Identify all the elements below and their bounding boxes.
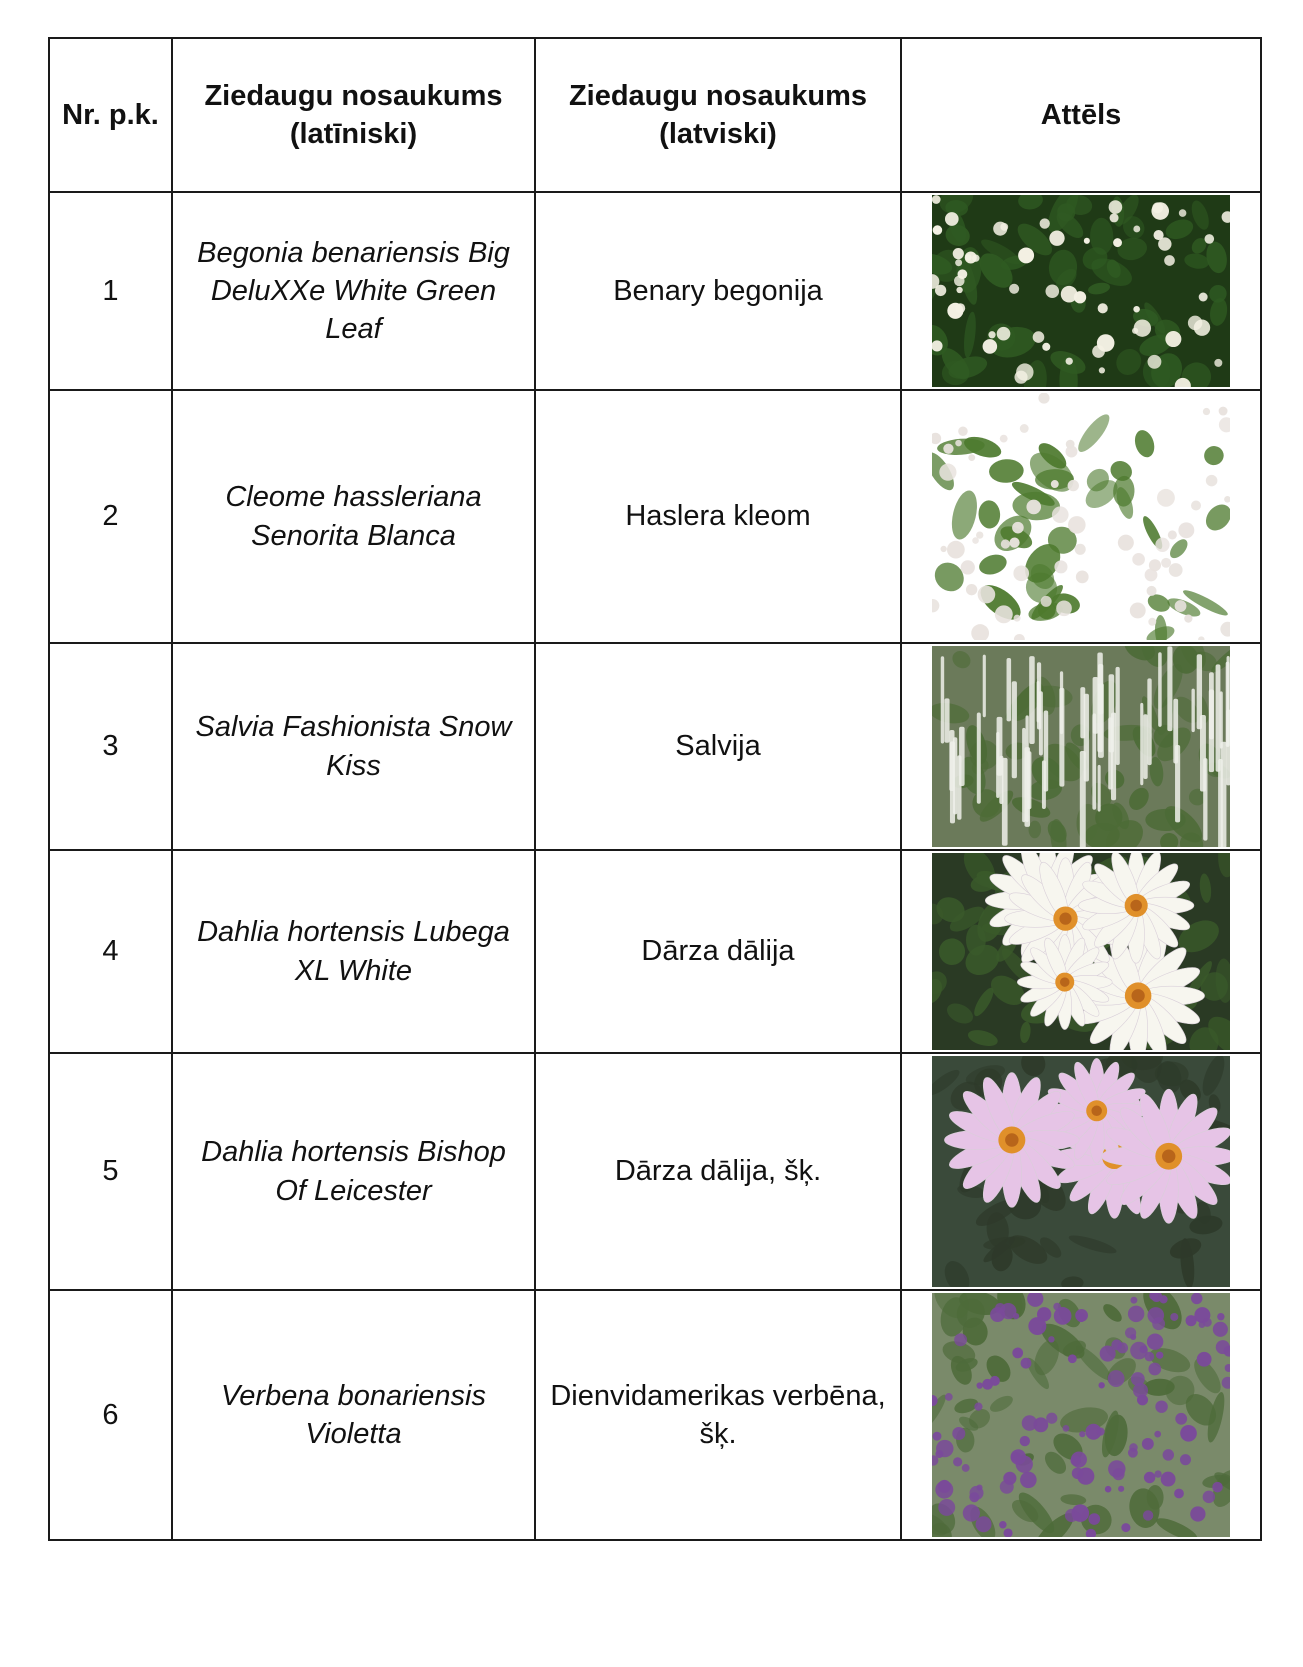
header-num: Nr. p.k.: [49, 38, 172, 192]
header-image: Attēls: [901, 38, 1261, 192]
latvian-name: Haslera kleom: [535, 390, 901, 643]
plant-photo: [932, 1056, 1230, 1287]
row-number: 6: [49, 1290, 172, 1540]
row-number: 4: [49, 850, 172, 1053]
plant-photo: [932, 393, 1230, 640]
latin-name: Dahlia hortensis Lubega XL White: [172, 850, 535, 1053]
header-latin-name: Ziedaugu nosaukums (latīniski): [172, 38, 535, 192]
table-row: [49, 850, 1261, 1053]
latin-name: Dahlia hortensis Bishop Of Leicester: [172, 1053, 535, 1290]
header-latvian-name: Ziedaugu nosaukums (latviski): [535, 38, 901, 192]
plant-image-cell: [901, 390, 1261, 643]
latin-name: Verbena bonariensis Violetta: [172, 1290, 535, 1540]
latvian-name: Benary begonija: [535, 192, 901, 390]
latvian-name: Dārza dālija: [535, 850, 901, 1053]
table-header-row: [49, 38, 1261, 192]
plant-photo: [932, 646, 1230, 847]
plant-image-cell: [901, 643, 1261, 850]
latin-name: Begonia benariensis Big DeluXXe White Green Leaf: [172, 192, 535, 390]
row-number: 5: [49, 1053, 172, 1290]
latvian-name: Dienvidamerikas verbēna, šķ.: [535, 1290, 901, 1540]
table-row: [49, 1290, 1261, 1540]
latin-name: Salvia Fashionista Snow Kiss: [172, 643, 535, 850]
latin-name: Cleome hassleriana Senorita Blanca: [172, 390, 535, 643]
latvian-name: Salvija: [535, 643, 901, 850]
row-number: 3: [49, 643, 172, 850]
plant-photo: [932, 1293, 1230, 1537]
plant-image-cell: [901, 192, 1261, 390]
table-row: [49, 390, 1261, 643]
latvian-name: Dārza dālija, šķ.: [535, 1053, 901, 1290]
plant-photo: [932, 195, 1230, 387]
plants-table: [48, 37, 1262, 1541]
plant-image-cell: [901, 850, 1261, 1053]
row-number: 2: [49, 390, 172, 643]
row-number: 1: [49, 192, 172, 390]
plant-image-cell: [901, 1290, 1261, 1540]
table-row: [49, 192, 1261, 390]
plant-image-cell: [901, 1053, 1261, 1290]
table-row: [49, 643, 1261, 850]
table-row: [49, 1053, 1261, 1290]
plant-photo: [932, 853, 1230, 1050]
